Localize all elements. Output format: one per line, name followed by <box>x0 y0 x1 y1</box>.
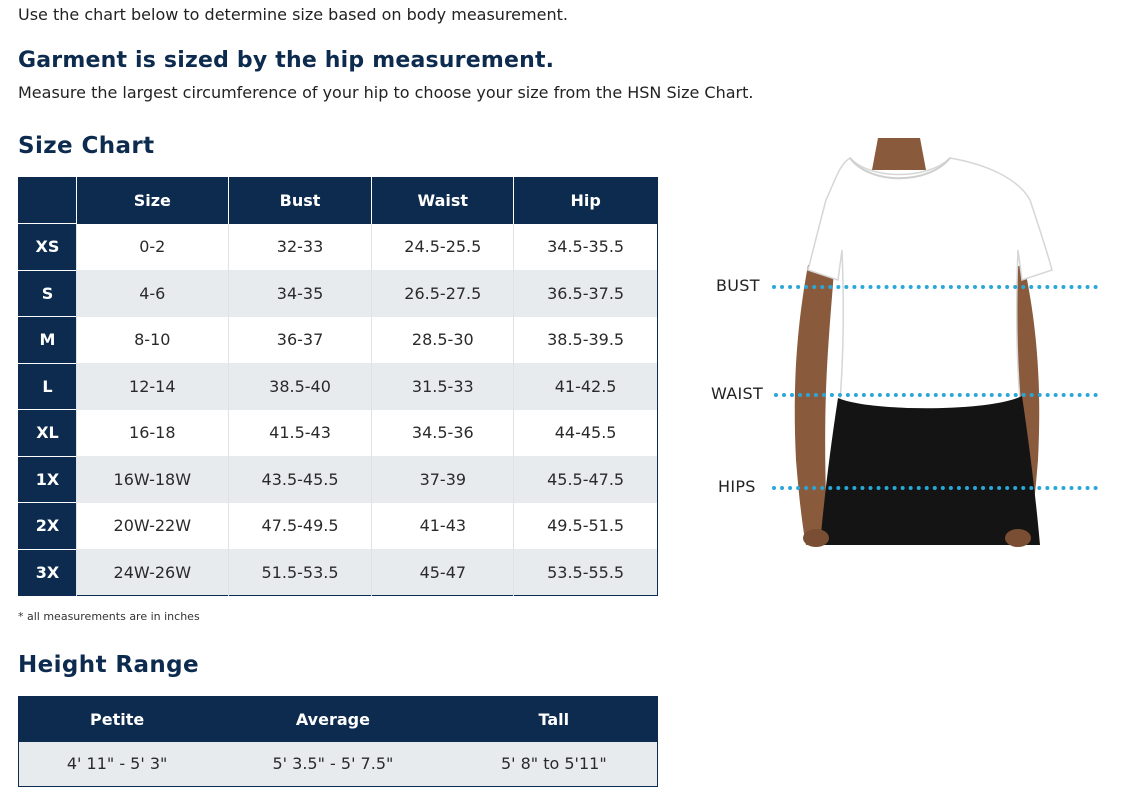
bust-cell: 34-35 <box>228 270 372 317</box>
table-row <box>19 317 658 364</box>
size-chart-table <box>18 177 658 596</box>
model-pants <box>820 396 1040 545</box>
size-chart-title: Size Chart <box>18 133 155 159</box>
bust-label: BUST <box>716 276 760 295</box>
measurement-footnote: * all measurements are in inches <box>18 610 200 623</box>
bust-cell: 41.5-43 <box>228 410 372 457</box>
row-label: L <box>19 363 77 410</box>
header-size: Size <box>76 178 228 224</box>
height-range-title: Height Range <box>18 652 200 678</box>
size-cell: 0-2 <box>76 224 228 271</box>
waist-cell: 26.5-27.5 <box>372 270 514 317</box>
model-left-hand <box>803 529 829 547</box>
headline: Garment is sized by the hip measurement. <box>18 48 555 73</box>
hip-cell: 41-42.5 <box>514 363 658 410</box>
bust-cell: 36-37 <box>228 317 372 364</box>
table-row <box>19 270 658 317</box>
size-cell: 4-6 <box>76 270 228 317</box>
size-cell: 24W-26W <box>76 549 228 596</box>
size-table-header-row <box>19 178 658 224</box>
waist-cell: 28.5-30 <box>372 317 514 364</box>
table-row <box>19 224 658 271</box>
model-neck <box>872 138 926 170</box>
tall-range: 5' 8" to 5'11" <box>451 742 658 787</box>
header-average: Average <box>215 697 450 742</box>
hips-line <box>772 486 1098 490</box>
row-label: 2X <box>19 503 77 550</box>
average-range: 5' 3.5" - 5' 7.5" <box>215 742 450 787</box>
header-hip: Hip <box>514 178 658 224</box>
row-label: 1X <box>19 456 77 503</box>
measurement-figure <box>700 130 1110 550</box>
bust-line <box>772 285 1098 289</box>
hip-cell: 49.5-51.5 <box>514 503 658 550</box>
subline: Measure the largest circumference of your hip to choose your size from the HSN Size Chart. <box>18 83 754 102</box>
hip-cell: 45.5-47.5 <box>514 456 658 503</box>
waist-label: WAIST <box>711 384 764 403</box>
table-row <box>19 410 658 457</box>
row-label: 3X <box>19 549 77 596</box>
hip-cell: 34.5-35.5 <box>514 224 658 271</box>
model-shirt <box>808 158 1052 409</box>
header-waist: Waist <box>372 178 514 224</box>
waist-cell: 31.5-33 <box>372 363 514 410</box>
size-cell: 16-18 <box>76 410 228 457</box>
waist-cell: 37-39 <box>372 456 514 503</box>
size-cell: 8-10 <box>76 317 228 364</box>
intro-text: Use the chart below to determine size based on body measurement. <box>18 5 568 24</box>
table-row <box>19 742 658 787</box>
petite-range: 4' 11" - 5' 3" <box>19 742 216 787</box>
size-cell: 20W-22W <box>76 503 228 550</box>
hip-cell: 53.5-55.5 <box>514 549 658 596</box>
hips-label: HIPS <box>718 477 756 496</box>
waist-cell: 41-43 <box>372 503 514 550</box>
table-row <box>19 363 658 410</box>
bust-cell: 32-33 <box>228 224 372 271</box>
bust-cell: 51.5-53.5 <box>228 549 372 596</box>
row-label: S <box>19 270 77 317</box>
model-right-hand <box>1005 529 1031 547</box>
size-cell: 16W-18W <box>76 456 228 503</box>
table-row <box>19 503 658 550</box>
row-label: XS <box>19 224 77 271</box>
row-label: M <box>19 317 77 364</box>
waist-cell: 45-47 <box>372 549 514 596</box>
bust-cell: 38.5-40 <box>228 363 372 410</box>
waist-cell: 34.5-36 <box>372 410 514 457</box>
header-corner <box>19 178 77 224</box>
hip-cell: 44-45.5 <box>514 410 658 457</box>
hip-cell: 36.5-37.5 <box>514 270 658 317</box>
header-bust: Bust <box>228 178 372 224</box>
size-cell: 12-14 <box>76 363 228 410</box>
height-table-header-row <box>19 697 658 742</box>
height-range-table <box>18 696 658 787</box>
header-tall: Tall <box>451 697 658 742</box>
waist-line <box>774 393 1098 397</box>
waist-cell: 24.5-25.5 <box>372 224 514 271</box>
row-label: XL <box>19 410 77 457</box>
header-petite: Petite <box>19 697 216 742</box>
table-row <box>19 549 658 596</box>
bust-cell: 47.5-49.5 <box>228 503 372 550</box>
table-row <box>19 456 658 503</box>
hip-cell: 38.5-39.5 <box>514 317 658 364</box>
bust-cell: 43.5-45.5 <box>228 456 372 503</box>
